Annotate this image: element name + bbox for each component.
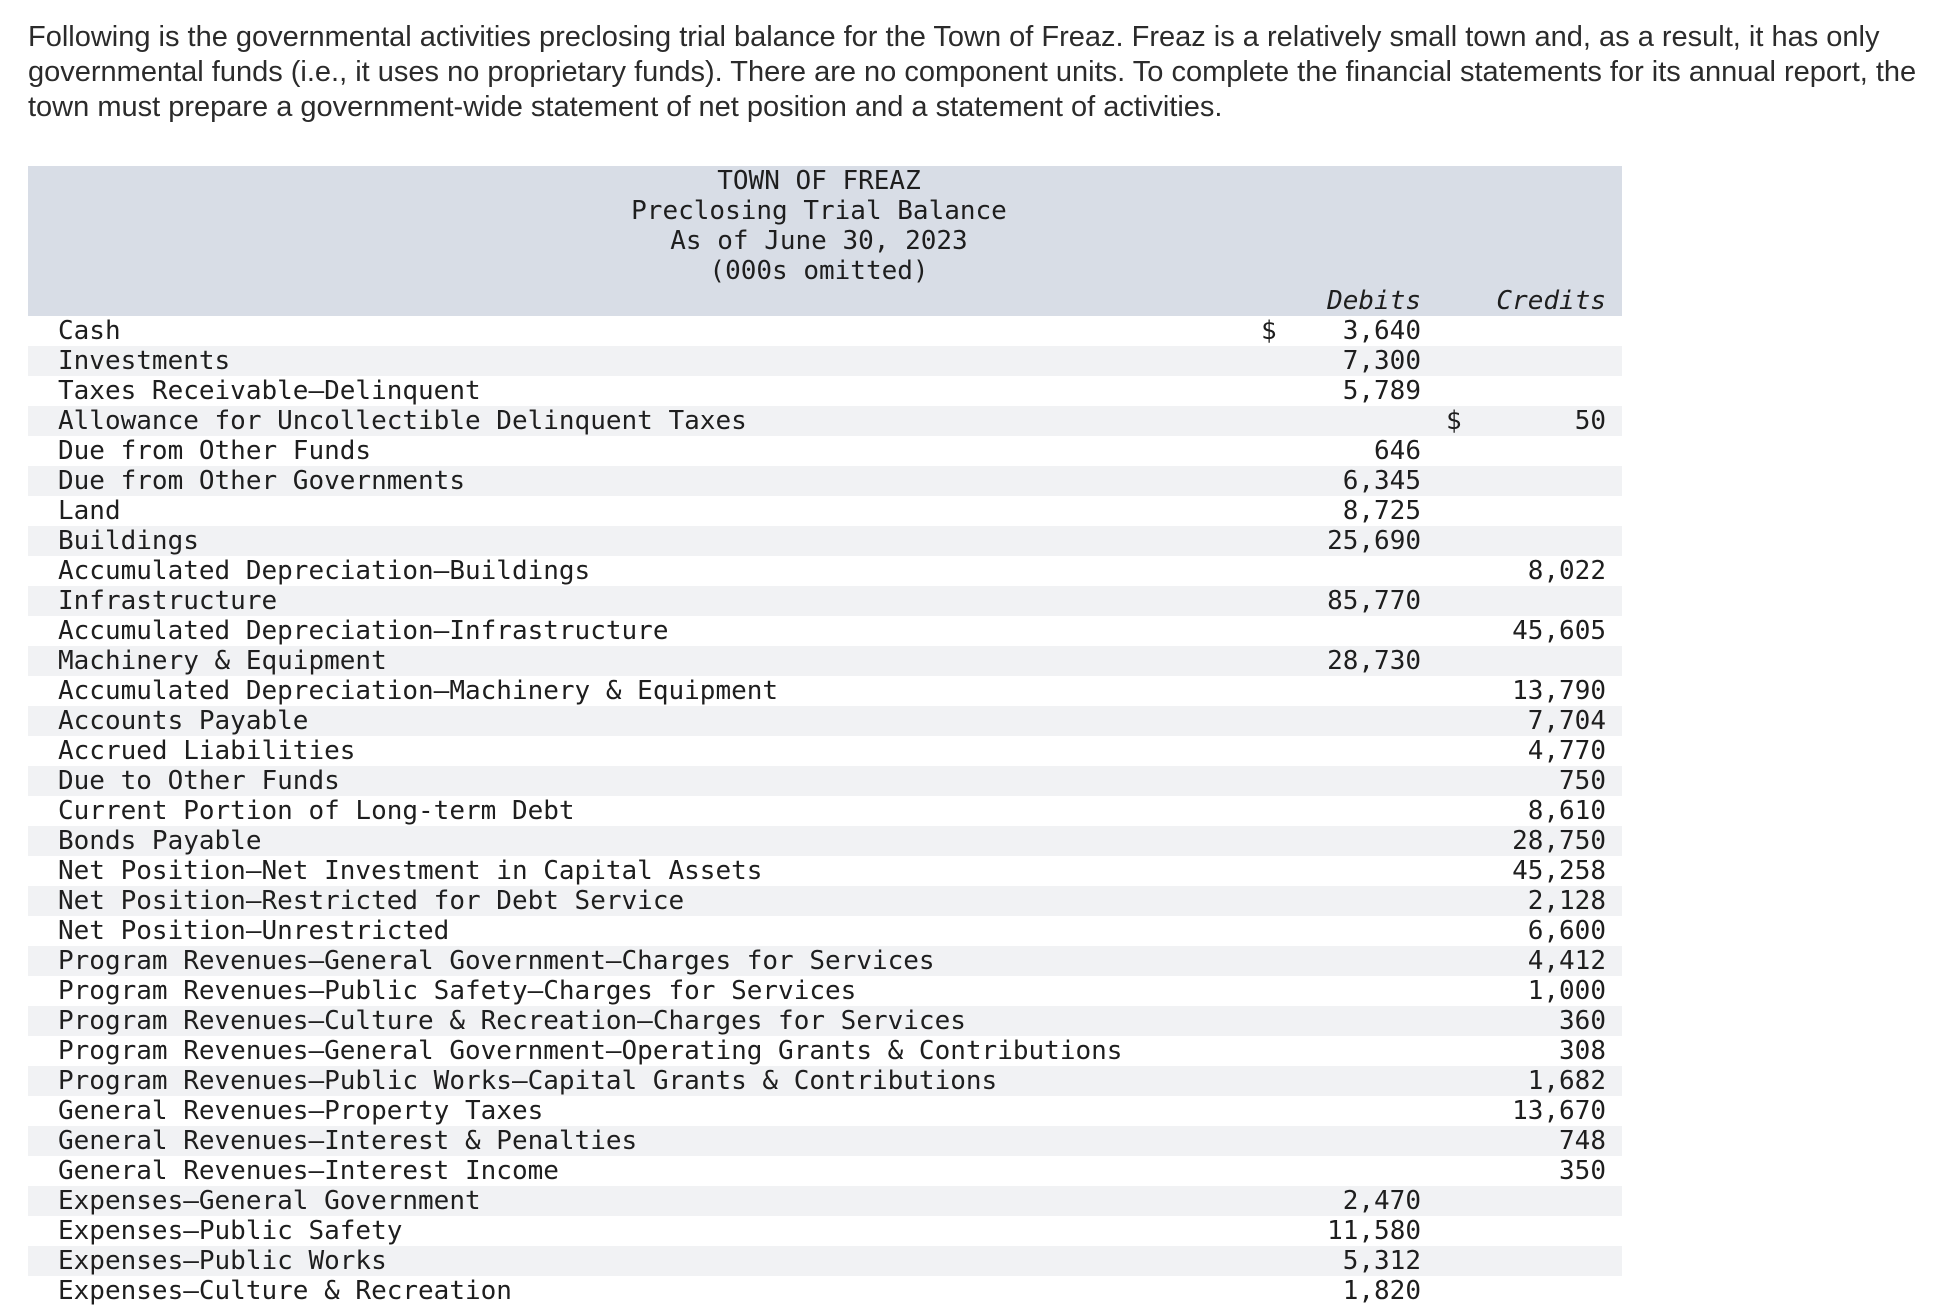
credit-amount: 45,605 [1512, 616, 1606, 646]
credit-amount: 4,412 [1527, 946, 1606, 976]
account-name: Cash [58, 316, 121, 346]
account-name: Program Revenues—General Government—Operating Grants & Contributions [58, 1036, 1123, 1066]
table-row [28, 316, 1622, 346]
table-row [28, 706, 1622, 736]
debit-amount: 28,730 [1327, 646, 1421, 676]
debit-amount: 1,820 [1342, 1276, 1421, 1306]
table-row [28, 1036, 1622, 1066]
debit-amount: 646 [1374, 436, 1421, 466]
table-row [28, 736, 1622, 766]
credit-amount: 350 [1559, 1156, 1606, 1186]
account-name: Due from Other Funds [58, 436, 372, 466]
credit-amount: 308 [1559, 1036, 1606, 1066]
table-row [28, 676, 1622, 706]
credits-column-header: Credits [1496, 286, 1606, 316]
debit-amount: 3,640 [1342, 316, 1421, 346]
account-name: Accumulated Depreciation—Buildings [58, 556, 591, 586]
credit-amount: 4,770 [1527, 736, 1606, 766]
table-row [28, 466, 1622, 496]
credit-amount: 8,022 [1527, 556, 1606, 586]
table-row [28, 766, 1622, 796]
credit-amount: 1,000 [1527, 976, 1606, 1006]
table-row [28, 1096, 1622, 1126]
table-row [28, 946, 1622, 976]
table-row [28, 1126, 1622, 1156]
account-name: Net Position—Net Investment in Capital Assets [58, 856, 763, 886]
table-row [28, 526, 1622, 556]
credit-amount: 6,600 [1527, 916, 1606, 946]
credit-amount: 360 [1559, 1006, 1606, 1036]
credit-amount: 2,128 [1527, 886, 1606, 916]
table-row [28, 556, 1622, 586]
table-row [28, 616, 1622, 646]
title-line-report: Preclosing Trial Balance [631, 196, 1007, 226]
credit-amount: 45,258 [1512, 856, 1606, 886]
account-name: Net Position—Unrestricted [58, 916, 450, 946]
debit-amount: 2,470 [1342, 1186, 1421, 1216]
account-name: Bonds Payable [58, 826, 262, 856]
table-row [28, 346, 1622, 376]
account-name: Program Revenues—Public Works—Capital Grants & Contributions [58, 1066, 998, 1096]
account-name: General Revenues—Interest & Penalties [58, 1126, 638, 1156]
account-name: Accrued Liabilities [58, 736, 356, 766]
table-row [28, 586, 1622, 616]
table-body [28, 316, 1622, 1306]
table-row [28, 856, 1622, 886]
account-name: General Revenues—Interest Income [58, 1156, 559, 1186]
credit-amount: 50 [1574, 406, 1606, 436]
title-line-date: As of June 30, 2023 [670, 226, 968, 256]
table-row [28, 796, 1622, 826]
debit-currency-symbol: $ [1261, 316, 1277, 346]
table-row [28, 1276, 1622, 1306]
account-name: Expenses—Culture & Recreation [58, 1276, 512, 1306]
credit-amount: 1,682 [1527, 1066, 1606, 1096]
table-row [28, 646, 1622, 676]
account-name: Expenses—Public Safety [58, 1216, 403, 1246]
title-line-units: (000s omitted) [709, 256, 929, 286]
account-name: Accumulated Depreciation—Infrastructure [58, 616, 669, 646]
credit-amount: 7,704 [1527, 706, 1606, 736]
account-name: Program Revenues—Culture & Recreation—Charges for Services [58, 1006, 966, 1036]
debit-amount: 6,345 [1342, 466, 1421, 496]
credit-amount: 13,790 [1512, 676, 1606, 706]
table-row [28, 436, 1622, 466]
title-line-town: TOWN OF FREAZ [717, 166, 921, 196]
table-row [28, 916, 1622, 946]
table-header [28, 166, 1622, 316]
debits-column-header: Debits [1327, 286, 1421, 316]
account-name: Machinery & Equipment [58, 646, 387, 676]
credit-amount: 8,610 [1527, 796, 1606, 826]
trial-balance-table [28, 166, 1622, 1306]
credit-amount: 748 [1559, 1126, 1606, 1156]
table-row [28, 1186, 1622, 1216]
table-row [28, 376, 1622, 406]
debit-amount: 25,690 [1327, 526, 1421, 556]
intro-paragraph: Following is the governmental activities preclosing trial balance for the Town of Freaz. Freaz is a relatively small town and, as a result, it has only governmental funds (i.e., it uses no proprietary funds). There are no component units. To complete the financial statements for its annual report, the town must prepare a government-wide statement of net position and a statement of activities. [28, 21, 1917, 123]
credit-currency-symbol: $ [1446, 406, 1462, 436]
debit-amount: 5,789 [1342, 376, 1421, 406]
account-name: Accumulated Depreciation—Machinery & Equipment [58, 676, 779, 706]
debit-amount: 11,580 [1327, 1216, 1421, 1246]
account-name: Net Position—Restricted for Debt Service [58, 886, 685, 916]
table-row [28, 496, 1622, 526]
account-name: Expenses—Public Works [58, 1246, 387, 1276]
credit-amount: 13,670 [1512, 1096, 1606, 1126]
account-name: Due to Other Funds [58, 766, 340, 796]
table-row [28, 406, 1622, 436]
account-name: Buildings [58, 526, 199, 556]
credit-amount: 28,750 [1512, 826, 1606, 856]
debit-amount: 5,312 [1342, 1246, 1421, 1276]
account-name: Program Revenues—Public Safety—Charges for Services [58, 976, 857, 1006]
account-name: Accounts Payable [58, 706, 309, 736]
credit-amount: 750 [1559, 766, 1606, 796]
account-name: Due from Other Governments [58, 466, 465, 496]
table-row [28, 826, 1622, 856]
account-name: General Revenues—Property Taxes [58, 1096, 544, 1126]
debit-amount: 8,725 [1342, 496, 1421, 526]
debit-amount: 7,300 [1342, 346, 1421, 376]
account-name: Taxes Receivable—Delinquent [58, 376, 481, 406]
account-name: Allowance for Uncollectible Delinquent Taxes [58, 406, 747, 436]
table-row [28, 1156, 1622, 1186]
table-row [28, 886, 1622, 916]
table-row [28, 1216, 1622, 1246]
account-name: Program Revenues—General Government—Charges for Services [58, 946, 935, 976]
account-name: Infrastructure [58, 586, 278, 616]
account-name: Land [58, 496, 121, 526]
debit-amount: 85,770 [1327, 586, 1421, 616]
table-row [28, 1066, 1622, 1096]
table-row [28, 976, 1622, 1006]
account-name: Investments [58, 346, 231, 376]
account-name: Current Portion of Long-term Debt [58, 796, 575, 826]
table-title [28, 166, 1610, 286]
table-row [28, 1006, 1622, 1036]
account-name: Expenses—General Government [58, 1186, 481, 1216]
table-row [28, 1246, 1622, 1276]
